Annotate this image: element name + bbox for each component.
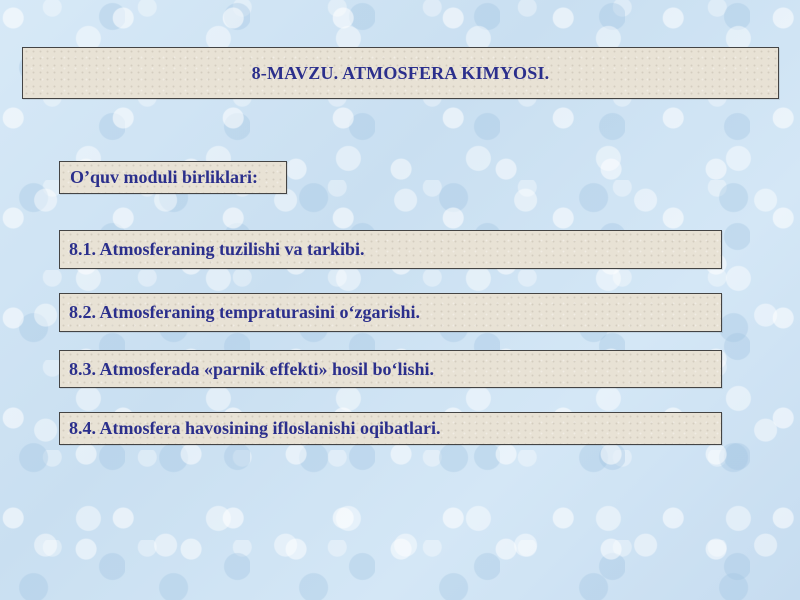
topic-item-label: 8.3. Atmosferada «parnik effekti» hosil bo‘lishi.: [69, 358, 435, 379]
topic-item-label: 8.1. Atmosferaning tuzilishi va tarkibi.: [69, 239, 365, 259]
topic-item-label: 8.2. Atmosferaning tempraturasini o‘zgarishi.: [69, 302, 420, 322]
module-units-heading-box: [59, 161, 287, 194]
slide-title: 8-MAVZU. ATMOSFERA KIMYOSI.: [251, 62, 550, 83]
topic-item-8-3: [59, 350, 722, 388]
slide-title-box: [22, 47, 779, 99]
module-units-heading: O’quv moduli birliklari:: [70, 167, 259, 187]
topic-item-8-4: [59, 412, 722, 445]
topic-item-label: 8.4. Atmosfera havosining ifloslanishi oqibatlari.: [69, 418, 441, 438]
topic-item-8-1: [59, 230, 722, 269]
topic-item-8-2: [59, 293, 722, 332]
